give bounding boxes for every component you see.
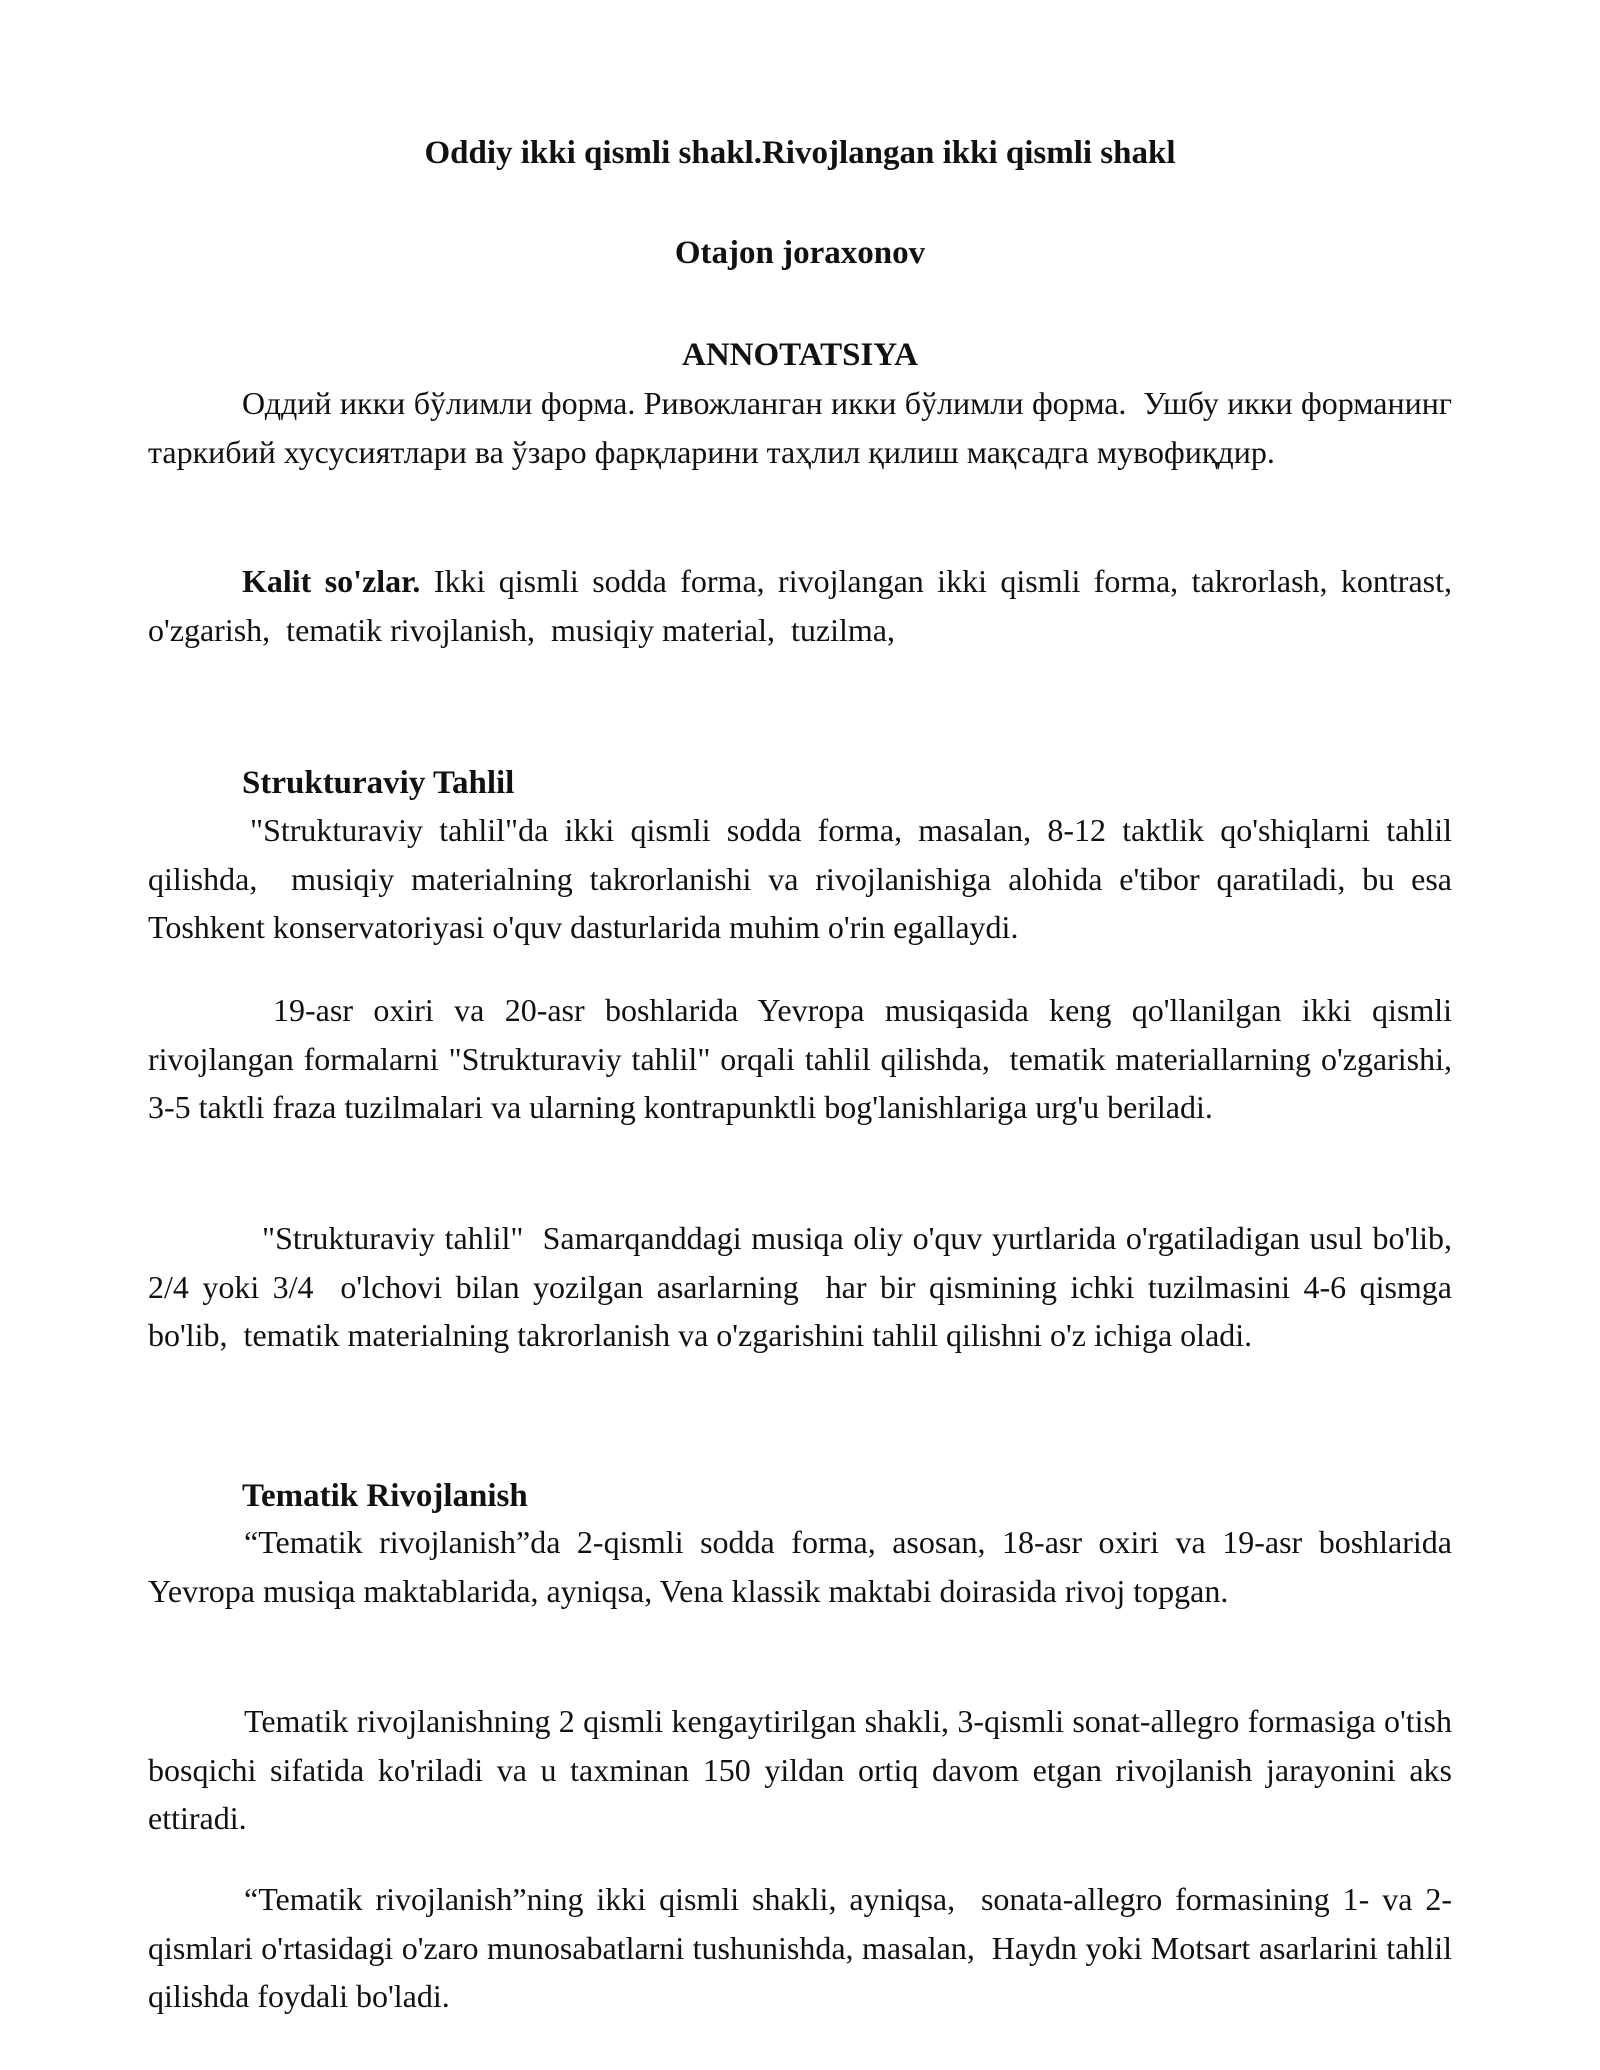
section-paragraph: “Tematik rivojlanish”ning ikki qismli shakli, ayniqsa, sonata-allegro formasining 1- va 2- qismlari o'rtasidagi o'zaro munosabatlarni tushunishda, masalan, Haydn yoki Motsart asarlarini tahlil qilishda foydali bo'ladi. (148, 1881, 1460, 2014)
abstract-paragraph: Оддий икки бўлимли форма. Ривожланган икки бўлимли форма. Ушбу икки форманинг таркибий хусусиятлари ва ўзаро фарқларини таҳлил қилиш мақсадга мувофиқдир. (148, 385, 1460, 470)
section-heading-tematik: Tematik Rivojlanish (242, 1478, 528, 1514)
keywords-text: Ikki qismli sodda forma, rivojlangan ikki qismli forma, takrorlash, kontrast, o'zgarish, tematik rivojlanish, musiqiy material, tuzilma, (148, 563, 1469, 648)
section-paragraph: "Strukturaviy tahlil"da ikki qismli sodda forma, masalan, 8-12 taktlik qo'shiqlarni tahlil qilishda, musiqiy materialning takrorlanishi va rivojlanishiga alohida e'tibor qaratiladi, bu esa Toshkent konservatoriyasi o'quv dasturlarida muhim o'rin egallaydi. (148, 812, 1460, 945)
author-name: Otajon joraxonov (674, 235, 926, 271)
keywords-label: Kalit so'zlar. (242, 563, 421, 599)
section-paragraph: 19-asr oxiri va 20-asr boshlarida Yevropa musiqasida keng qo'llanilgan ikki qismli rivojlangan formalarni "Strukturaviy tahlil" orqali tahlil qilishda, tematik materiallarning o'zgarishi, 3-5 taktli fraza tuzilmalari va ularning kontrapunktli bog'lanishlariga urg'u beriladi. (148, 992, 1460, 1125)
document-title: Oddiy ikki qismli shakl.Rivojlangan ikki qismli shakl (424, 135, 1176, 171)
section-paragraph: Tematik rivojlanishning 2 qismli kengaytirilgan shakli, 3-qismli sonat-allegro formasiga o'tish bosqichi sifatida ko'riladi va u taxminan 150 yildan ortiq davom etgan rivojlanish jarayonini aks ettiradi. (148, 1703, 1460, 1836)
section-heading-strukturaviy: Strukturaviy Tahlil (242, 765, 515, 801)
abstract-heading: ANNOTATSIYA (682, 337, 918, 373)
section-paragraph: "Strukturaviy tahlil" Samarqanddagi musiqa oliy o'quv yurtlarida o'rgatiladigan usul bo'lib, 2/4 yoki 3/4 o'lchovi bilan yozilgan asarlarning har bir qismining ichki tuzilmasini 4-6 qismga bo'lib, tematik materialning takrorlanish va o'zgarishini tahlil qilishni o'z ichiga oladi. (148, 1220, 1460, 1353)
section-paragraph: “Tematik rivojlanish”da 2-qismli sodda forma, asosan, 18-asr oxiri va 19-asr boshlarida Yevropa musiqa maktablarida, ayniqsa, Vena klassik maktabi doirasida rivoj topgan. (148, 1524, 1459, 1609)
keywords-paragraph (148, 557, 1469, 654)
